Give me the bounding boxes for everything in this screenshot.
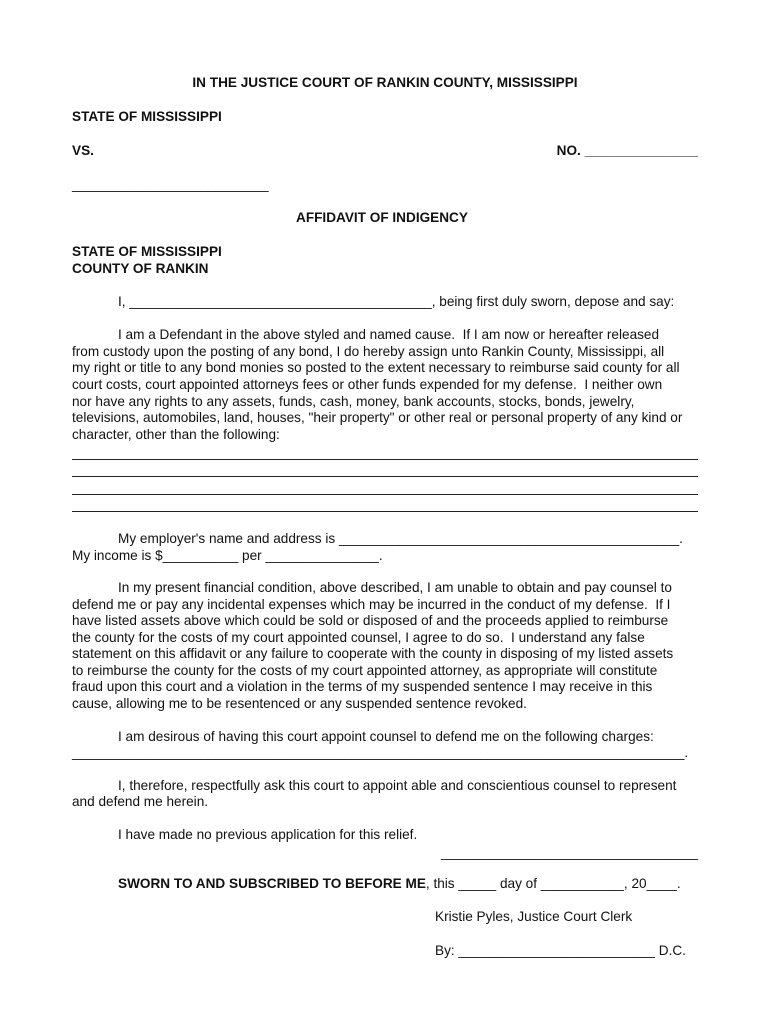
assignment-paragraph-line: my right or title to any bond monies so posted to the extent necessary to reimburse said county for all [72,360,680,375]
deputy-clerk-signature-line[interactable]: By: __________________________ D.C. [435,943,686,958]
financial-condition-line: have listed assets above which could be sold or disposed of and the proceeds applied to reimburse [72,613,669,628]
employer-field[interactable]: My employer's name and address is _____________________________________________. [118,531,683,546]
financial-condition-line: the county for the costs of my court appointed counsel, I agree to do so. I understand any false [72,630,645,645]
assets-entry-line[interactable] [72,494,698,495]
assignment-paragraph-line: nor have any rights to any assets, funds, cash, money, bank accounts, stocks, bonds, jewelry, [72,394,635,409]
financial-condition-line: fraud upon this court and a violation in the terms of my suspended sentence I may receive in this [72,679,653,694]
sworn-date-fields[interactable]: , this _____ day of ___________, 20____. [425,876,681,891]
case-number-field[interactable]: NO. _______________ [556,143,698,158]
financial-condition-line: cause, allowing me to be resentenced or any suspended sentence revoked. [72,696,527,711]
defendant-name-field[interactable]: __________________________ [72,177,269,192]
no-previous-application: I have made no previous application for this relief. [118,827,418,842]
assignment-paragraph-line: I am a Defendant in the above styled and named cause. If I am now or hereafter released [118,327,660,342]
counsel-request-line: and defend me herein. [72,794,209,809]
versus-label: VS. [72,143,94,158]
assignment-paragraph-line: character, other than the following: [72,427,280,442]
charges-field[interactable]: _________________________________________________________________________________. [72,745,689,760]
plaintiff-state: STATE OF MISSISSIPPI [72,109,222,124]
court-title: IN THE JUSTICE COURT OF RANKIN COUNTY, MISSISSIPPI [192,75,578,90]
venue-county: COUNTY OF RANKIN [72,261,209,276]
document-title: AFFIDAVIT OF INDIGENCY [296,210,468,225]
financial-condition-line: to reimburse the county for the costs of my court appointed attorney, as appropriate will constitute [72,663,658,678]
sworn-statement[interactable] [118,876,681,893]
assignment-paragraph-line: from custody upon the posting of any bond, I do hereby assign unto Rankin County, Mississippi, all [72,344,665,359]
affiant-signature-line[interactable]: __________________________________ [440,845,698,860]
clerk-name: Kristie Pyles, Justice Court Clerk [435,909,633,924]
assets-entry-line[interactable] [72,511,698,512]
income-field[interactable]: My income is $__________ per _______________. [72,548,383,563]
assets-entry-line[interactable] [72,476,698,477]
financial-condition-line: In my present financial condition, above described, I am unable to obtain and pay counsel to [118,580,672,595]
sworn-heading: SWORN TO AND SUBSCRIBED TO BEFORE ME [118,876,426,891]
assignment-paragraph-line: court costs, court appointed attorneys fees or other funds expended for my defense. I neither own [72,377,663,392]
assets-entry-line[interactable] [72,459,698,460]
financial-condition-line: statement on this affidavit or any failure to cooperate with the county in disposing of my listed assets [72,646,674,661]
charges-intro: I am desirous of having this court appoint counsel to defend me on the following charges: [118,729,654,744]
counsel-request-line: I, therefore, respectfully ask this court to appoint able and conscientious counsel to represent [118,778,677,793]
financial-condition-line: defend me or pay any incidental expenses which may be incurred in the conduct of my defense. If I [72,597,671,612]
affiant-name-line[interactable]: I, ________________________________________, being first duly sworn, depose and say: [118,294,675,309]
assignment-paragraph-line: televisions, automobiles, land, houses, "heir property" or other real or personal property of any kind or [72,410,683,425]
venue-state: STATE OF MISSISSIPPI [72,244,222,259]
